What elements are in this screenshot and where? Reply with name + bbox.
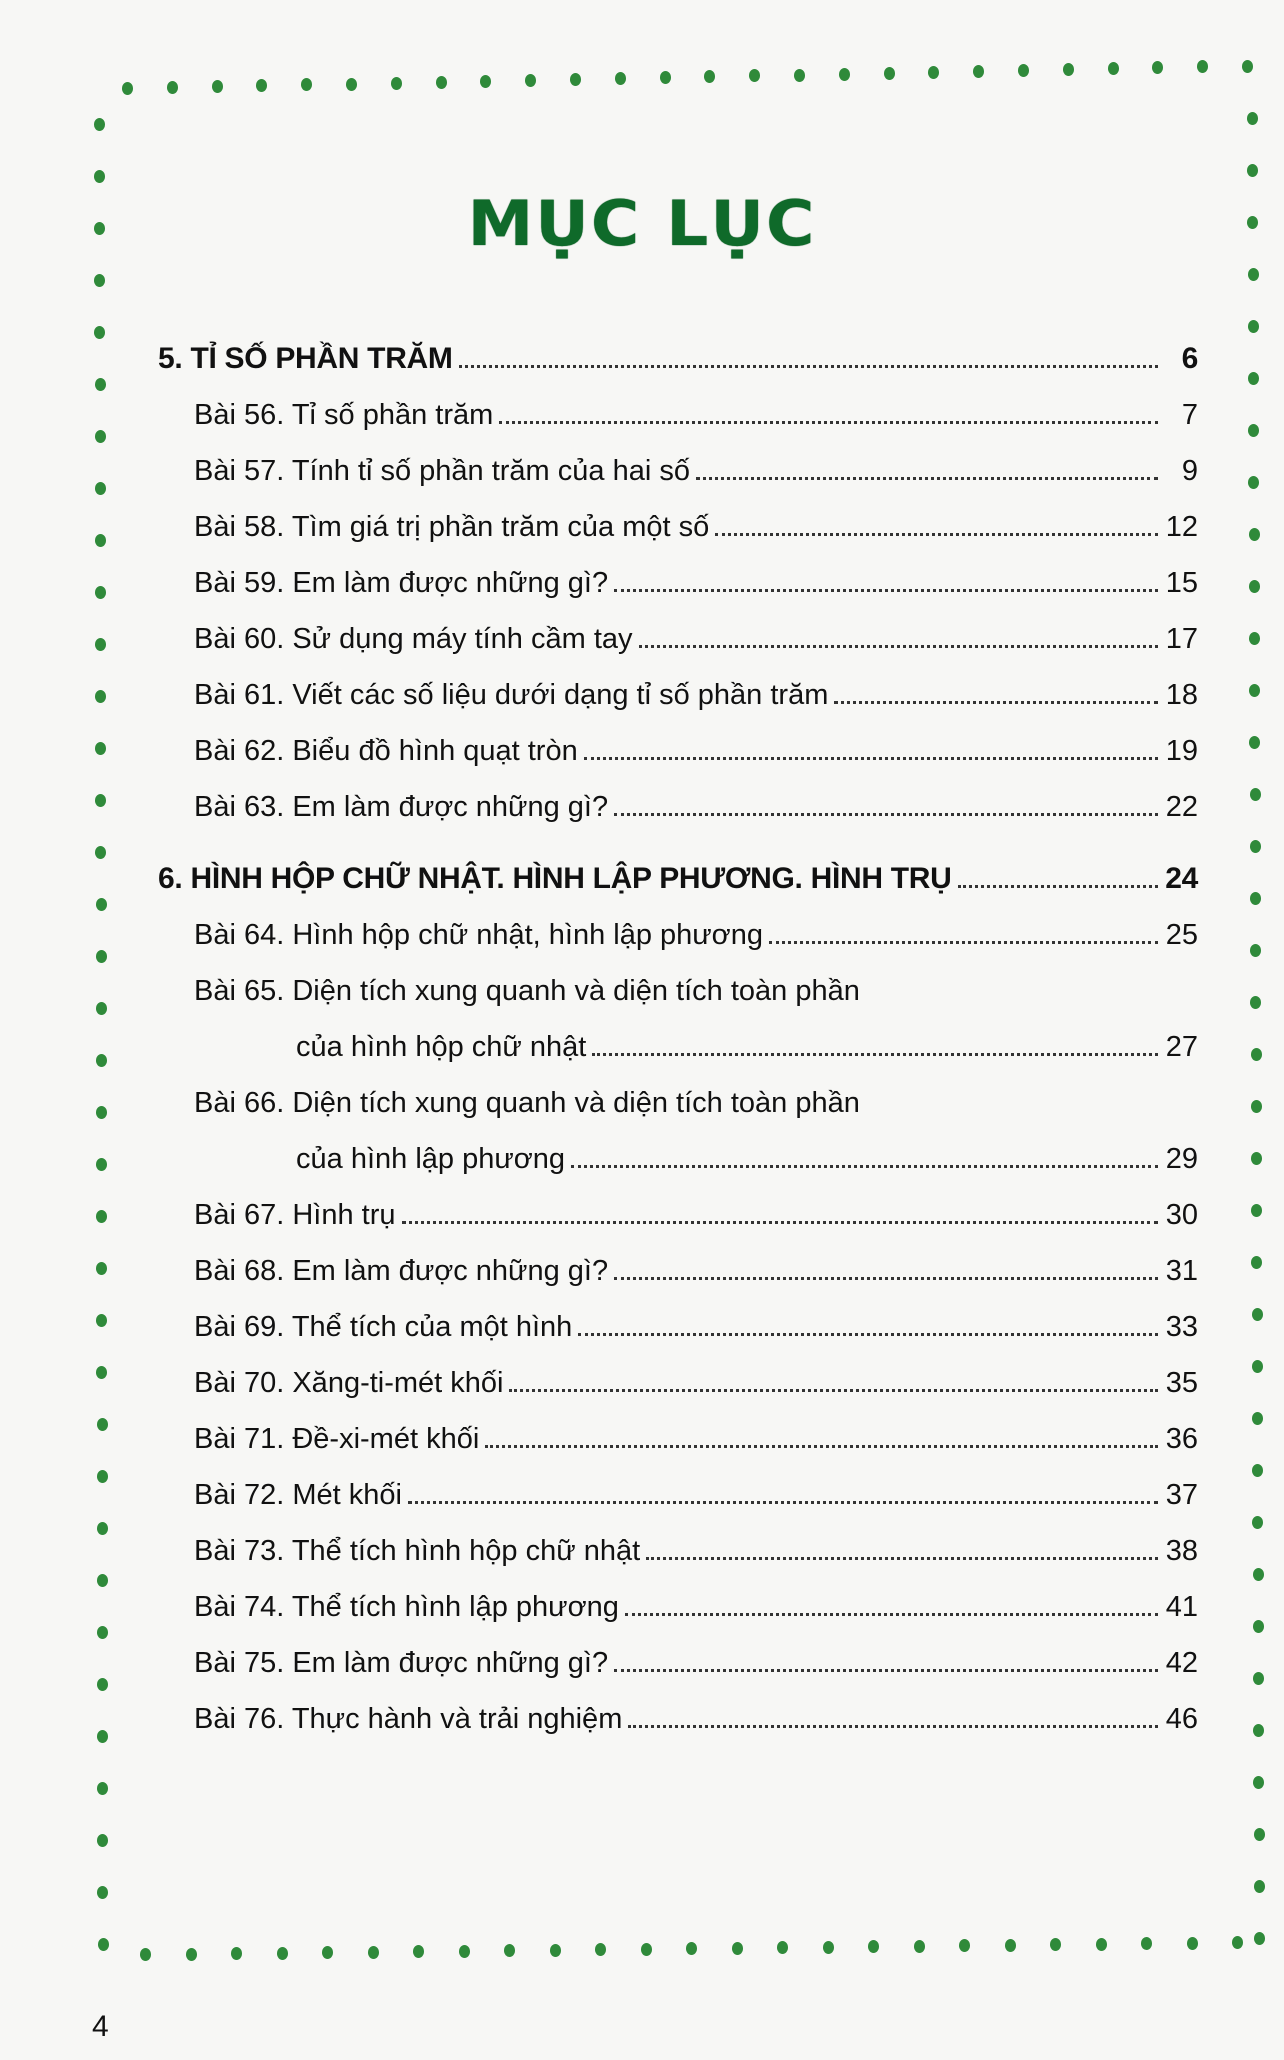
border-dot xyxy=(550,1944,561,1957)
border-dot xyxy=(1248,372,1259,385)
border-dot xyxy=(1250,840,1261,853)
border-dot xyxy=(525,74,536,87)
border-dot xyxy=(1248,424,1259,437)
border-dot xyxy=(686,1942,697,1955)
border-dot xyxy=(95,482,106,495)
border-dot xyxy=(96,898,107,911)
border-dot xyxy=(95,846,106,859)
border-dot xyxy=(1187,1937,1198,1950)
border-dot xyxy=(95,794,106,807)
border-dot xyxy=(732,1942,743,1955)
border-dot xyxy=(1232,1936,1243,1949)
border-dot xyxy=(459,1945,470,1958)
toc-lesson[interactable]: Bài 71. Đề-xi-mét khối 36 xyxy=(194,1423,1198,1455)
border-dot xyxy=(391,77,402,90)
table-of-contents xyxy=(158,320,1198,1736)
toc-lesson[interactable]: Bài 70. Xăng-ti-mét khối 35 xyxy=(194,1367,1198,1399)
border-dot xyxy=(1152,61,1163,74)
border-dot xyxy=(1249,580,1260,593)
border-dot xyxy=(1141,1937,1152,1950)
toc-lesson[interactable]: Bài 56. Tỉ số phần trăm 7 xyxy=(194,399,1198,431)
border-dot xyxy=(480,75,491,88)
border-dot xyxy=(641,1943,652,1956)
border-dot xyxy=(97,1574,108,1587)
border-dot xyxy=(95,690,106,703)
border-dot xyxy=(660,71,671,84)
border-dot xyxy=(1251,1256,1262,1269)
toc-lesson[interactable]: Bài 64. Hình hộp chữ nhật, hình lập phương 25 xyxy=(194,919,1198,951)
border-dot xyxy=(1254,1880,1265,1893)
border-dot xyxy=(1253,1724,1264,1737)
border-dot xyxy=(97,1678,108,1691)
border-dot xyxy=(95,534,106,547)
border-dot xyxy=(96,1210,107,1223)
toc-lesson[interactable]: Bài 63. Em làm được những gì? 22 xyxy=(194,791,1198,823)
border-dot xyxy=(1096,1938,1107,1951)
toc-lesson-continued[interactable]: của hình lập phương 29 xyxy=(296,1143,1198,1175)
toc-lesson[interactable]: Bài 60. Sử dụng máy tính cầm tay 17 xyxy=(194,623,1198,655)
toc-lesson-continued[interactable]: của hình hộp chữ nhật 27 xyxy=(296,1031,1198,1063)
border-dot xyxy=(504,1944,515,1957)
border-dot xyxy=(94,274,105,287)
toc-lesson[interactable]: Bài 67. Hình trụ 30 xyxy=(194,1199,1198,1231)
border-dot xyxy=(1249,528,1260,541)
border-dot xyxy=(868,1940,879,1953)
border-dot xyxy=(1252,1412,1263,1425)
border-dot xyxy=(96,1106,107,1119)
border-dot xyxy=(1252,1516,1263,1529)
border-dot xyxy=(97,1886,108,1899)
border-dot xyxy=(1251,1100,1262,1113)
border-dot xyxy=(231,1947,242,1960)
toc-lesson[interactable]: Bài 75. Em làm được những gì? 42 xyxy=(194,1647,1198,1679)
border-dot xyxy=(1253,1672,1264,1685)
border-dot xyxy=(95,586,106,599)
toc-lesson[interactable]: Bài 68. Em làm được những gì? 31 xyxy=(194,1255,1198,1287)
border-dot xyxy=(94,118,105,131)
border-dot xyxy=(97,1522,108,1535)
border-dot xyxy=(973,65,984,78)
border-dot xyxy=(928,66,939,79)
border-dot xyxy=(1063,63,1074,76)
border-dot xyxy=(1050,1938,1061,1951)
border-dot xyxy=(97,1730,108,1743)
border-dot xyxy=(1247,112,1258,125)
border-dot xyxy=(97,1418,108,1431)
border-dot xyxy=(97,1470,108,1483)
border-dot xyxy=(96,1262,107,1275)
border-dot xyxy=(94,170,105,183)
toc-lesson[interactable]: Bài 72. Mét khối 37 xyxy=(194,1479,1198,1511)
border-dot xyxy=(615,72,626,85)
border-dot xyxy=(823,1941,834,1954)
border-dot xyxy=(95,430,106,443)
toc-lesson[interactable]: Bài 73. Thể tích hình hộp chữ nhật 38 xyxy=(194,1535,1198,1567)
border-dot xyxy=(368,1946,379,1959)
border-dot xyxy=(301,78,312,91)
border-dot xyxy=(96,1002,107,1015)
border-dot xyxy=(1252,1360,1263,1373)
border-dot xyxy=(436,76,447,89)
border-dot xyxy=(322,1946,333,1959)
border-dot xyxy=(96,1314,107,1327)
border-dot xyxy=(96,1054,107,1067)
border-dot xyxy=(1248,476,1259,489)
border-dot xyxy=(1253,1568,1264,1581)
border-dot xyxy=(1251,1204,1262,1217)
border-dot xyxy=(97,1626,108,1639)
border-dot xyxy=(95,742,106,755)
toc-lesson[interactable]: Bài 66. Diện tích xung quanh và diện tích toàn phần xyxy=(194,1087,860,1119)
border-dot xyxy=(1005,1939,1016,1952)
toc-lesson[interactable]: Bài 65. Diện tích xung quanh và diện tích toàn phần xyxy=(194,975,860,1007)
border-dot xyxy=(1248,320,1259,333)
border-dot xyxy=(1249,736,1260,749)
border-dot xyxy=(96,1158,107,1171)
border-dot xyxy=(1197,60,1208,73)
border-dot xyxy=(1242,60,1253,73)
border-dot xyxy=(98,1938,109,1951)
border-dot xyxy=(1250,944,1261,957)
border-dot xyxy=(212,80,223,93)
border-dot xyxy=(570,73,581,86)
border-dot xyxy=(959,1939,970,1952)
border-dot xyxy=(914,1940,925,1953)
border-dot xyxy=(1248,268,1259,281)
border-dot xyxy=(1249,684,1260,697)
page-number: 4 xyxy=(92,2010,109,2043)
toc-section[interactable]: 6. HÌNH HỘP CHỮ NHẬT. HÌNH LẬP PHƯƠNG. HÌNH TRỤ 24 xyxy=(158,862,1198,895)
toc-lesson[interactable]: Bài 61. Viết các số liệu dưới dạng tỉ số phần trăm 18 xyxy=(194,679,1198,711)
border-dot xyxy=(839,68,850,81)
border-dot xyxy=(186,1948,197,1961)
border-dot xyxy=(96,1366,107,1379)
toc-lesson[interactable]: Bài 57. Tính tỉ số phần trăm của hai số 9 xyxy=(194,455,1198,487)
border-dot xyxy=(346,78,357,91)
border-dot xyxy=(167,81,178,94)
border-dot xyxy=(1108,62,1119,75)
border-dot xyxy=(94,326,105,339)
border-dot xyxy=(1250,996,1261,1009)
border-dot xyxy=(1252,1464,1263,1477)
border-dot xyxy=(1254,1932,1265,1945)
border-dot xyxy=(122,82,133,95)
border-dot xyxy=(1253,1620,1264,1633)
border-dot xyxy=(413,1945,424,1958)
border-dot xyxy=(97,1834,108,1847)
border-dot xyxy=(1018,64,1029,77)
border-dot xyxy=(1250,788,1261,801)
border-dot xyxy=(1250,892,1261,905)
toc-lesson[interactable]: Bài 74. Thể tích hình lập phương 41 xyxy=(194,1591,1198,1623)
border-dot xyxy=(1247,164,1258,177)
toc-lesson[interactable]: Bài 69. Thể tích của một hình 33 xyxy=(194,1311,1198,1343)
border-dot xyxy=(1252,1308,1263,1321)
border-dot xyxy=(1253,1776,1264,1789)
toc-section[interactable]: 5. TỈ SỐ PHẦN TRĂM 6 xyxy=(158,342,1198,375)
border-dot xyxy=(140,1948,151,1961)
border-dot xyxy=(884,67,895,80)
border-dot xyxy=(96,950,107,963)
border-dot xyxy=(1251,1152,1262,1165)
border-dot xyxy=(256,79,267,92)
border-dot xyxy=(749,69,760,82)
border-dot xyxy=(1251,1048,1262,1061)
toc-lesson[interactable]: Bài 62. Biểu đồ hình quạt tròn 19 xyxy=(194,735,1198,767)
toc-lesson[interactable]: Bài 59. Em làm được những gì? 15 xyxy=(194,567,1198,599)
border-dot xyxy=(1254,1828,1265,1841)
page-title: MỤC LỤC xyxy=(467,186,817,261)
border-dot xyxy=(95,638,106,651)
border-dot xyxy=(704,70,715,83)
border-dot xyxy=(595,1943,606,1956)
border-dot xyxy=(777,1941,788,1954)
toc-lesson[interactable]: Bài 76. Thực hành và trải nghiệm 46 xyxy=(194,1703,1198,1735)
border-dot xyxy=(97,1782,108,1795)
border-dot xyxy=(1249,632,1260,645)
border-dot xyxy=(95,378,106,391)
border-dot xyxy=(794,69,805,82)
toc-lesson[interactable]: Bài 58. Tìm giá trị phần trăm của một số 12 xyxy=(194,511,1198,543)
border-dot xyxy=(277,1947,288,1960)
